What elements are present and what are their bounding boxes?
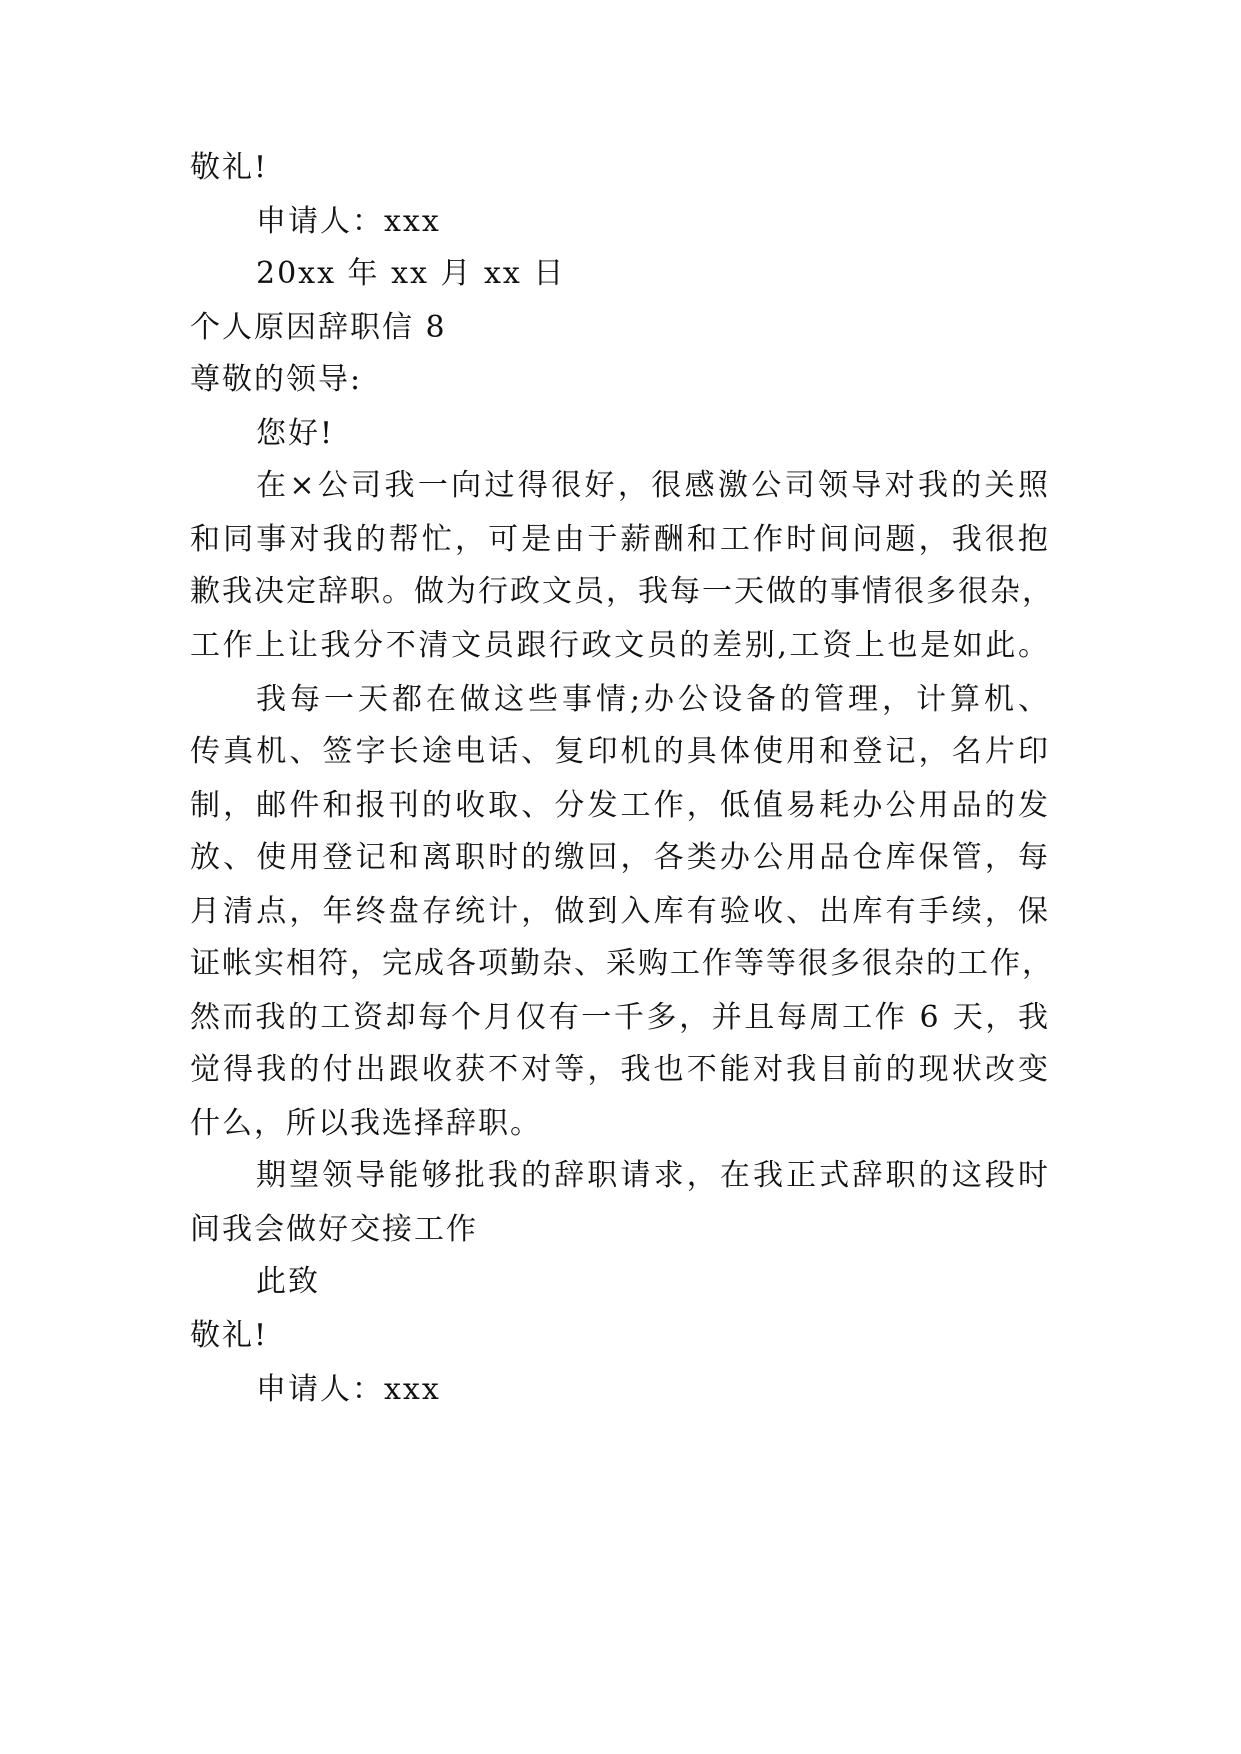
section-title: 个人原因辞职信 8: [190, 310, 447, 345]
applicant-line: 申请人：xxx: [256, 204, 441, 239]
paragraph-line: 然而我的工资却每个月仅有一千多，并且每周工作 6 天，我: [190, 1000, 1050, 1035]
paragraph-line: 月清点，年终盘存统计，做到入库有验收、出库有手续，保: [190, 894, 1050, 929]
salutation: 尊敬的领导:: [190, 362, 363, 397]
paragraph-line: 传真机、签字长途电话、复印机的具体使用和登记，名片印: [190, 734, 1050, 769]
closing-salute: 敬礼!: [190, 1318, 269, 1353]
date-line: 20xx 年 xx 月 xx 日: [256, 256, 566, 291]
paragraph-line: 歉我决定辞职。做为行政文员，我每一天做的事情很多很杂，: [190, 574, 1054, 609]
closing-phrase: 此致: [256, 1264, 320, 1299]
greeting: 您好!: [256, 416, 335, 451]
paragraph-line: 和同事对我的帮忙，可是由于薪酬和工作时间问题，我很抱: [190, 522, 1050, 557]
paragraph-line: 制，邮件和报刊的收取、分发工作，低值易耗办公用品的发: [190, 788, 1050, 823]
paragraph-line: 证帐实相符，完成各项勤杂、采购工作等等很多很杂的工作，: [190, 946, 1054, 981]
paragraph-line: 在×公司我一向过得很好，很感激公司领导对我的关照: [256, 468, 1050, 503]
paragraph-line: 我每一天都在做这些事情;办公设备的管理，计算机、: [256, 682, 1050, 717]
applicant-line: 申请人：xxx: [256, 1372, 441, 1407]
paragraph-line: 期望领导能够批我的辞职请求，在我正式辞职的这段时: [256, 1158, 1050, 1193]
paragraph-line: 间我会做好交接工作: [190, 1212, 478, 1247]
paragraph-line: 觉得我的付出跟收获不对等，我也不能对我目前的现状改变: [190, 1052, 1050, 1087]
paragraph-line: 放、使用登记和离职时的缴回，各类办公用品仓库保管，每: [190, 840, 1050, 875]
closing-salute: 敬礼!: [190, 150, 269, 185]
paragraph-line: 什么，所以我选择辞职。: [190, 1106, 542, 1141]
paragraph-line: 工作上让我分不清文员跟行政文员的差别,工资上也是如此。: [190, 628, 1050, 663]
